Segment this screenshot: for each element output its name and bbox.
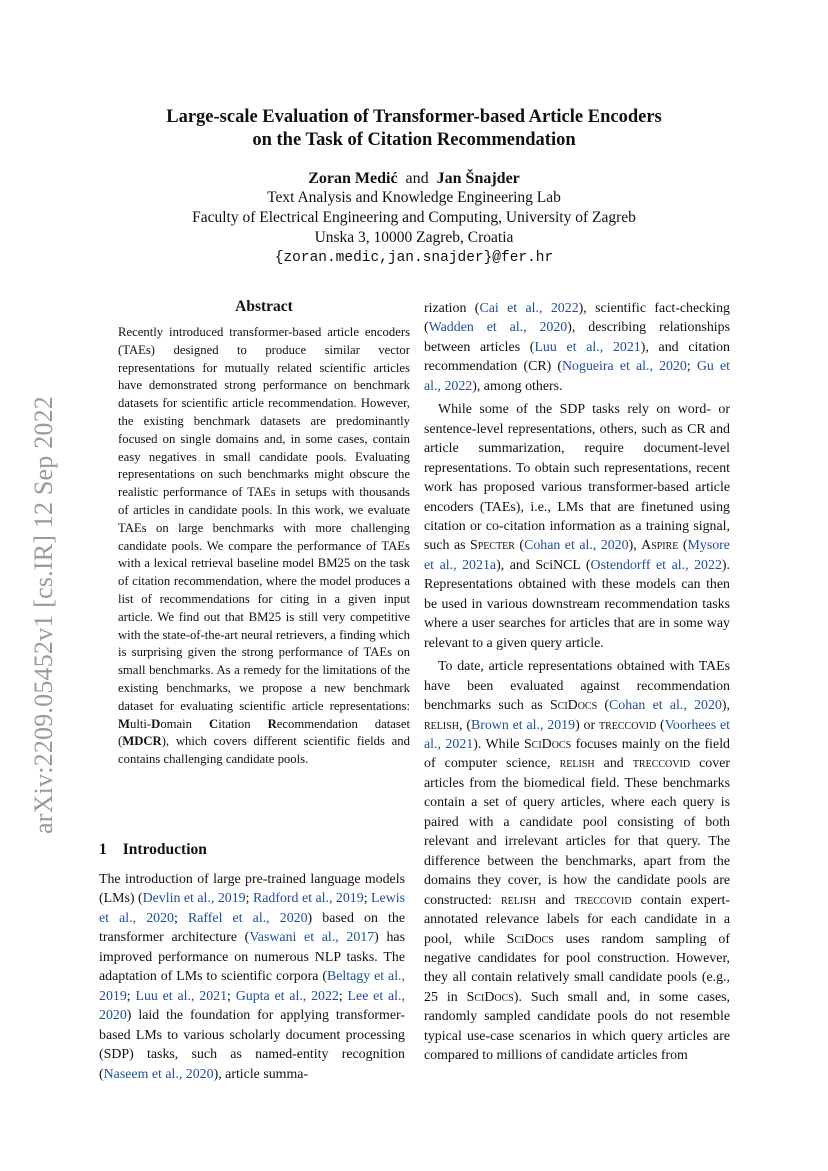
paper-title [0, 106, 828, 152]
author-line [0, 168, 828, 189]
title-line-1: Large-scale Evaluation of Transformer-based Article Encoders [166, 107, 662, 127]
abstract-body: Recently introduced transformer-based article encoders (TAEs) designed to produce similar vector representations for mutually related scientific articles have demonstrated strong performance on benchmark datasets for scientific article recommendation. However, the existing benchmark datasets are predominantly focused on single domains and, in some cases, contain easy negatives in small candidate pools. Evaluating representations on such benchmarks might obscure the realistic performance of TAEs in setups with thousands of articles in candidate pools. In this work, we evaluate TAEs on large benchmarks with more challenging candidate pools. We compare the performance of TAEs with a lexical retrieval baseline model BM25 on the task of citation recommendation, where the model produces a list of recommendations for citing in a given input article. We find out that BM25 is still very competitive with the state-of-the-art neural retrievers, a finding which is surprising given the strong performance of TAEs on small benchmarks. As a remedy for the limitations of the existing benchmarks, we propose a new benchmark dataset for evaluating scientific article representations: Multi-Domain Citation Recommendation dataset (MDCR), which covers different scientific fields and contains challenging candidate pools. [118, 325, 411, 767]
citation-link[interactable]: Wadden et al., 2020 [428, 320, 568, 336]
right-paragraph-1: rization (Cai et al., 2022), scientific fact-checking (Wadden et al., 2020), describing relationships between articles (Luu et al., 2021), and citation recommendation (CR) (Nogueira et al., 2020; Gu et al., 2022), among others. [424, 301, 731, 394]
citation-link[interactable]: Gu et al., 2022 [424, 359, 730, 394]
section-number: 1 [99, 841, 107, 858]
title-line-2: on the Task of Citation Recommendation [252, 130, 576, 150]
citation-link[interactable]: Devlin et al., 2019 [142, 891, 246, 907]
right-paragraph-2: While some of the SDP tasks rely on word- or sentence-level representations, others, such as CR and article summarization, require document-level representations. To obtain such representations, recent work has proposed various transformer-based article encoders (TAEs), i.e., LMs that are finetuned using citation or co-citation information as a training signal, such as Specter (Cohan et al., 2020), Aspire (Mysore et al., 2021a), and SciNCL (Ostendorff et al., 2022). Representations obtained with these models can then be used in various downstream recommendation tasks where a user searches for articles that are in some way relevant to a given query article. [424, 402, 731, 651]
citation-link[interactable]: Gupta et al., 2022 [235, 988, 339, 1004]
citation-link[interactable]: Brown et al., 2019 [470, 717, 576, 733]
introduction-paragraph: The introduction of large pre-trained language models (LMs) (Devlin et al., 2019; Radford et al., 2019; Lewis et al., 2020; Raffel et al., 2020) based on the transformer architecture (Vaswani et al., 2017) has improved performance on numerous NLP tasks. The adaptation of LMs to scientific corpora (Beltagy et al., 2019; Luu et al., 2021; Gupta et al., 2022; Lee et al., 2020) laid the foundation for applying transformer-based LMs to various scholarly document processing (SDP) tasks, such as named-entity recognition (Naseem et al., 2020), article summa- [99, 872, 405, 1082]
citation-link[interactable]: Radford et al., 2019 [252, 891, 364, 907]
citation-link[interactable]: Luu et al., 2021 [534, 339, 641, 355]
affiliation-address: Unska 3, 10000 Zagreb, Croatia [314, 229, 514, 246]
citation-link[interactable]: Mysore et al., 2021a [424, 538, 730, 573]
abstract-heading: Abstract [235, 298, 293, 315]
citation-link[interactable]: Luu et al., 2021 [135, 988, 228, 1004]
citation-link[interactable]: Cohan et al., 2020 [609, 698, 722, 714]
citation-link[interactable]: Voorhees et al., 2021 [424, 717, 730, 752]
right-paragraph-3: To date, article representations obtained with TAEs have been evaluated against recommendation benchmarks such as SciDocs (Cohan et al., 2020), relish, (Brown et al., 2019) or treccovid (Voorhees et al., 2021). While SciDocs focuses mainly on the field of computer science, relish and treccovid cover articles from the biomedical field. These benchmarks contain a set of query articles, where each query is paired with a candidate pool consisting of both relevant and irrelevant articles for that query. The difference between the benchmarks, apart from the domains they cover, is how the candidate pools are constructed: relish and treccovid contain expert-annotated relevance labels for each candidate in a pool, while SciDocs uses random sampling of negative candidates for pool construction. However, they all contain relatively small candidate pools (e.g., 25 in SciDocs). Such small and, in some cases, randomly sampled candidate pools do not resemble typical use-case scenarios in which query articles are compared to millions of candidate articles from [424, 659, 731, 1064]
citation-link[interactable]: Nogueira et al., 2020 [562, 359, 687, 375]
author-2: Jan Šnajder [436, 170, 520, 187]
citation-link[interactable]: Lewis et al., 2020 [99, 891, 405, 926]
affiliation-lab: Text Analysis and Knowledge Engineering Lab [267, 189, 561, 206]
citation-link[interactable]: Vaswani et al., 2017 [249, 930, 375, 946]
affiliation-faculty: Faculty of Electrical Engineering and Computing, University of Zagreb [192, 209, 636, 226]
author-1: Zoran Medić [308, 170, 398, 187]
citation-link[interactable]: Lee et al., 2020 [99, 988, 405, 1024]
right-column [424, 299, 730, 1066]
section-heading-introduction [99, 841, 207, 859]
section-title: Introduction [122, 841, 207, 858]
citation-link[interactable]: Raffel et al., 2020 [187, 910, 308, 926]
author-email[interactable]: {zoran.medic,jan.snajder}@fer.hr [274, 250, 554, 266]
author-separator: and [405, 170, 429, 187]
citation-link[interactable]: Beltagy et al., 2019 [99, 969, 405, 1004]
citation-link[interactable]: Ostendorff et al., 2022 [590, 557, 722, 573]
citation-link[interactable]: Cai et al., 2022 [479, 301, 579, 316]
citation-link[interactable]: Naseem et al., 2020 [103, 1066, 214, 1082]
citation-link[interactable]: Cohan et al., 2020 [524, 538, 629, 554]
arxiv-identifier: arXiv:2209.05452v1 [cs.IR] 12 Sep 2022 [29, 396, 58, 834]
